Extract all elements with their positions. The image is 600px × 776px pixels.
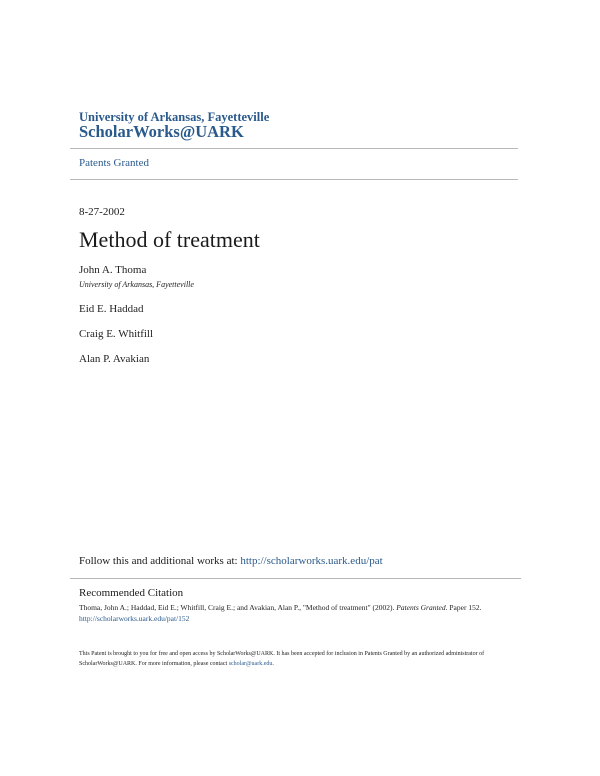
access-notice	[79, 649, 534, 669]
citation-journal: Patents Granted	[396, 603, 446, 612]
citation-paper: . Paper 152.	[445, 603, 482, 612]
document-title: Method of treatment	[79, 227, 260, 252]
notice-end: .	[272, 661, 274, 667]
citation-divider	[70, 578, 521, 579]
author-name: Craig E. Whitfill	[79, 328, 154, 340]
citation-link[interactable]: http://scholarworks.uark.edu/pat/152	[79, 614, 190, 623]
contact-email-link[interactable]: scholar@uark.edu	[228, 661, 273, 667]
follow-link[interactable]: http://scholarworks.uark.edu/pat	[240, 555, 383, 567]
header-divider	[70, 179, 518, 180]
citation-block	[79, 602, 534, 624]
author-name: Alan P. Avakian	[79, 353, 150, 365]
repository-name[interactable]: ScholarWorks@UARK	[79, 122, 244, 141]
notice-text: This Patent is brought to you for free and open access by ScholarWorks@UARK. It has been accepted for inclusion in Patents Granted by an authorized administrator of ScholarWorks@UARK. For more information, please contact	[79, 651, 485, 667]
follow-line	[79, 555, 383, 567]
author-name: John A. Thoma	[79, 264, 147, 276]
citation-text: Thoma, John A.; Haddad, Eid E.; Whitfill, Craig E.; and Avakian, Alan P., "Method of treatment" (2002).	[79, 603, 397, 612]
top-divider	[70, 148, 518, 149]
publication-date: 8-27-2002	[79, 206, 125, 218]
citation-heading: Recommended Citation	[79, 587, 184, 599]
institution-name[interactable]: University of Arkansas, Fayetteville	[79, 110, 270, 124]
collection-link[interactable]: Patents Granted	[79, 157, 149, 169]
author-name: Eid E. Haddad	[79, 303, 144, 315]
author-affiliation: University of Arkansas, Fayetteville	[79, 280, 194, 289]
follow-text: Follow this and additional works at:	[79, 555, 241, 567]
